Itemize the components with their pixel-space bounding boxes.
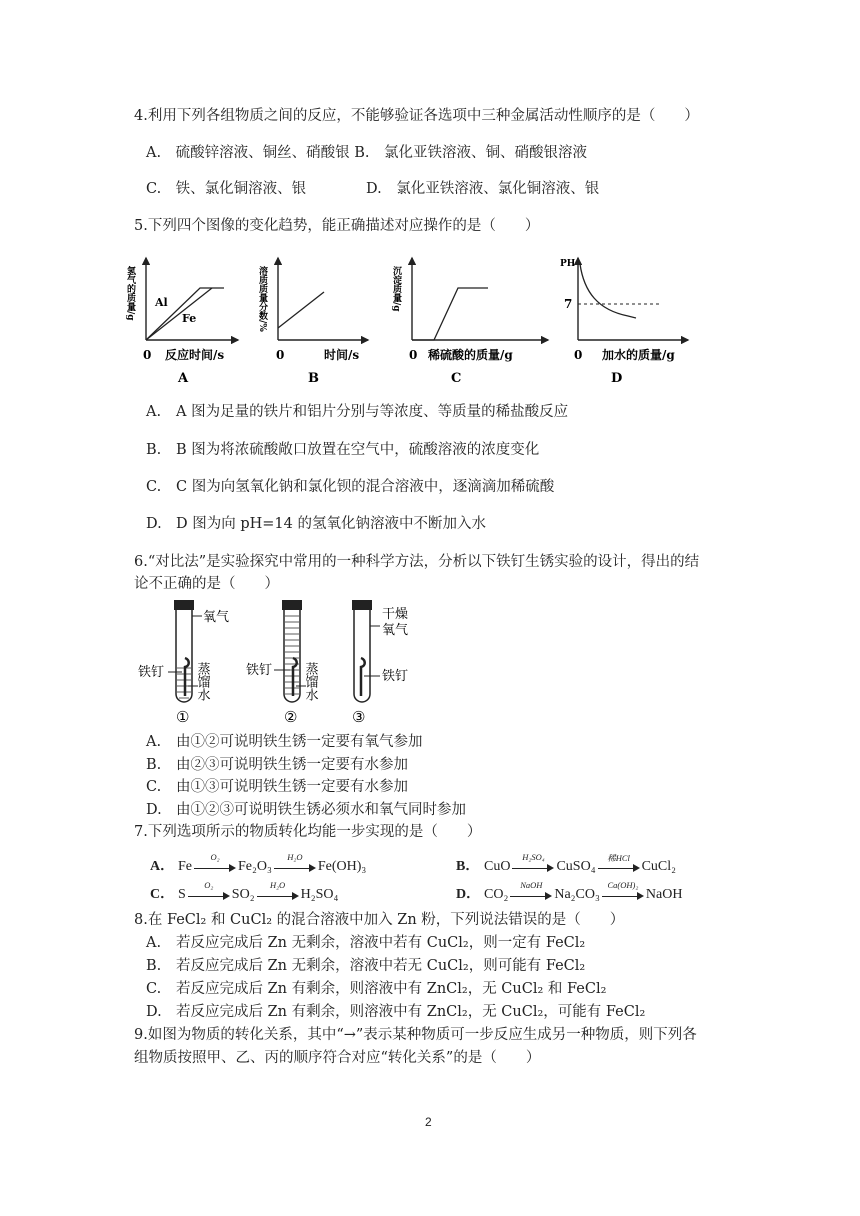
tube-2-water-label: 蒸馏水 <box>302 662 318 701</box>
q6-option-c: C. 由①③可说明铁生锈一定要有水参加 <box>146 779 408 795</box>
q5-option-a: A. A 图为足量的铁片和铝片分别与等浓度、等质量的稀盐酸反应 <box>146 404 569 420</box>
graph-c-ylabel: 沉淀质量/g <box>391 266 401 312</box>
q6-option-a: A. 由①②可说明铁生锈一定要有氧气参加 <box>146 734 423 750</box>
q7-option-d: D． CO₂ NaOH Na₂CO₃ Ca(OH)₂ NaOH <box>456 879 683 902</box>
q5-stem: 5.下列四个图像的变化趋势，能正确描述对应操作的是（ ） <box>134 218 540 234</box>
q5-option-b: B. B 图为将浓硫酸敞口放置在空气中，硫酸溶液的浓度变化 <box>146 442 540 458</box>
q6-option-d: D. 由①②③可说明铁生锈必须水和氧气同时参加 <box>146 802 466 818</box>
q8-option-d: D. 若反应完成后 Zn 有剩余，则溶液中有 ZnCl₂，无 CuCl₂，可能有 FeCl₂ <box>146 1004 646 1020</box>
graph-b <box>257 258 368 386</box>
q7-option-c: C． S O₂ SO₂ H₂O H₂SO₄ <box>150 879 339 902</box>
q8-option-b: B. 若反应完成后 Zn 无剩余，溶液中若无 CuCl₂，则可能有 FeCl₂ <box>146 958 586 974</box>
graph-d-caption: D <box>611 371 623 386</box>
graph-d-ylabel: PH <box>560 259 576 269</box>
q6-option-b: B. 由②③可说明铁生锈一定要有水参加 <box>146 757 408 773</box>
tube-2 <box>246 600 318 726</box>
q6-stem-line2: 论不正确的是（ ） <box>134 576 279 592</box>
q5-option-c: C. C 图为向氢氧化钠和氯化钡的混合溶液中，逐滴滴加稀硫酸 <box>146 479 555 495</box>
graph-a-al-label: Al <box>155 296 168 309</box>
graph-d-xlabel: 加水的质量/g <box>602 348 675 362</box>
tube-1-top-label: 氧气 <box>203 610 230 625</box>
q7-stem: 7.下列选项所示的物质转化均能一步实现的是（ ） <box>134 824 482 840</box>
q4-stem: 4.利用下列各组物质之间的反应，不能够验证各选项中三种金属活动性顺序的是（ ） <box>134 108 699 124</box>
q4-option-d: D. 氯化亚铁溶液、氯化铜溶液、银 <box>366 181 600 197</box>
b-line <box>278 292 324 328</box>
q9-stem-line2: 组物质按照甲、乙、丙的顺序符合对应“转化关系”的是（ ） <box>134 1050 541 1066</box>
graph-d-ref-label: 7 <box>564 297 573 311</box>
graph-c-xlabel: 稀硫酸的质量/g <box>428 348 513 362</box>
tube-1-number: ① <box>176 708 190 726</box>
tube-1-water-label: 蒸馏水 <box>194 662 210 701</box>
q8-option-a: A. 若反应完成后 Zn 无剩余，溶液中若有 CuCl₂，则一定有 FeCl₂ <box>146 935 586 951</box>
graph-c <box>391 258 548 386</box>
c-line <box>412 288 488 340</box>
graph-a-fe-label: Fe <box>182 312 197 325</box>
q8-stem: 8.在 FeCl₂ 和 CuCl₂ 的混合溶液中加入 Zn 粉，下列说法错误的是（ ） <box>134 912 625 928</box>
graph-a-caption: A <box>178 371 189 386</box>
graph-c-origin: 0 <box>409 348 418 362</box>
q6-test-tubes <box>138 596 438 728</box>
tube-3-side-label: 铁钉 <box>382 669 409 684</box>
graph-a-origin: 0 <box>143 348 152 362</box>
graph-d-origin: 0 <box>574 348 583 362</box>
q8-option-c: C. 若反应完成后 Zn 有剩余，则溶液中有 ZnCl₂，无 CuCl₂ 和 FeCl₂ <box>146 981 607 997</box>
q5-graphs <box>125 252 728 388</box>
q7-option-a: A． Fe O₂ Fe₂O₃ H₂O Fe(OH)₃ <box>150 851 367 874</box>
q6-stem-line1: 6.“对比法”是实验探究中常用的一种科学方法，分析以下铁钉生锈实验的设计，得出的结 <box>134 554 700 570</box>
tube-2-side-label: 铁钉 <box>246 663 273 678</box>
tube-3 <box>352 600 408 726</box>
graph-c-caption: C <box>451 371 462 386</box>
q4-option-ab: A. 硫酸锌溶液、铜丝、硝酸银 B. 氯化亚铁溶液、铜、硝酸银溶液 <box>146 145 587 161</box>
graph-b-origin: 0 <box>276 348 285 362</box>
tube-3-top-label: 干燥氧气 <box>382 607 409 638</box>
d-curve <box>580 264 636 318</box>
graph-a-xlabel: 反应时间/s <box>165 348 225 362</box>
q4-option-c: C. 铁、氯化铜溶液、银 <box>146 181 307 197</box>
graph-b-caption: B <box>308 371 319 386</box>
q9-stem-line1: 9.如图为物质的转化关系，其中“→”表示某种物质可一步反应生成另一种物质，则下列各 <box>134 1027 697 1043</box>
page-number: 2 <box>425 1115 432 1129</box>
tube-3-number: ③ <box>352 708 366 726</box>
tube-2-number: ② <box>284 708 298 726</box>
tube-1-side-label: 铁钉 <box>138 665 165 680</box>
tube-1 <box>138 600 229 726</box>
graph-a <box>125 258 238 386</box>
graph-b-ylabel: 溶质质量分数/% <box>257 266 267 332</box>
graph-d <box>560 258 688 386</box>
graph-a-ylabel: 氢气的质量/g <box>125 266 135 321</box>
q7-option-b: B． CuO H₂SO₄ CuSO₄ 稀HCl CuCl₂ <box>456 851 677 874</box>
graph-b-xlabel: 时间/s <box>324 348 360 362</box>
q5-option-d: D. D 图为向 pH=14 的氢氧化钠溶液中不断加入水 <box>146 516 486 532</box>
